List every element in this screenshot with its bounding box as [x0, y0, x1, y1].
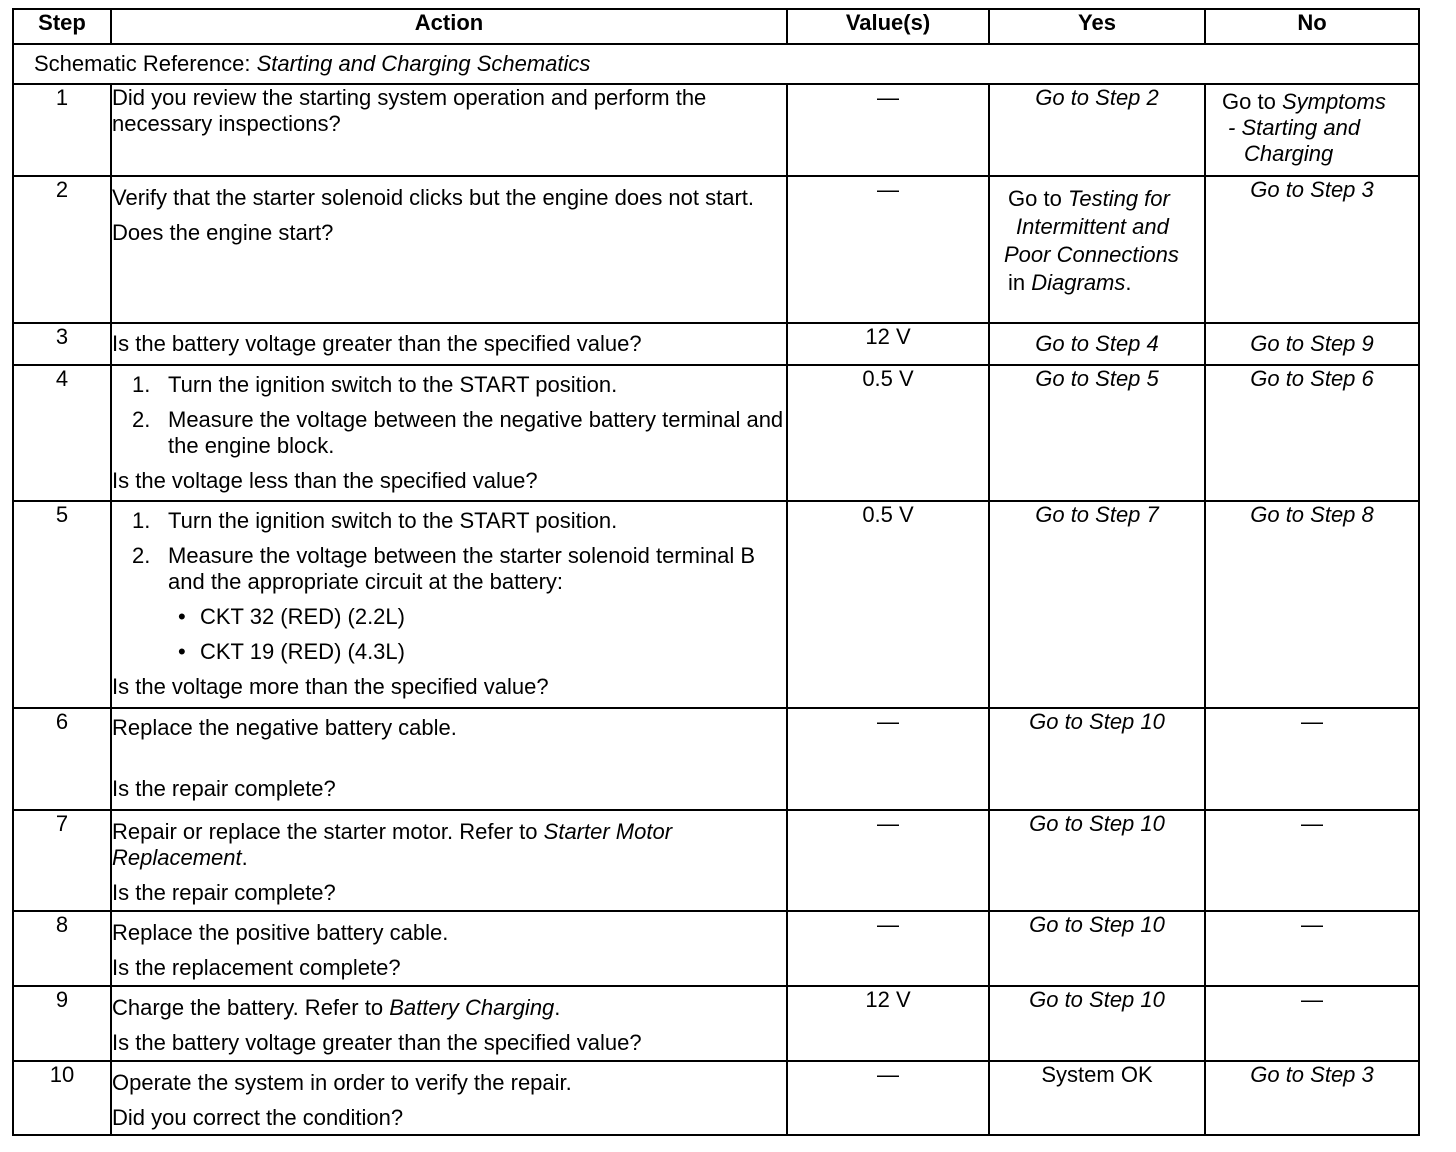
no-cell: —	[1205, 986, 1419, 1061]
action-cell	[111, 1061, 787, 1135]
yes-cell	[989, 323, 1205, 365]
table-row	[13, 986, 1419, 1061]
yes-cell	[989, 911, 1205, 986]
action-cell	[111, 365, 787, 501]
yes-text: Go to Step 10	[1029, 709, 1165, 734]
value-cell: —	[787, 708, 989, 810]
no-text: Go to Step 3	[1250, 1062, 1374, 1087]
table-row	[13, 1061, 1419, 1135]
value-cell: —	[787, 911, 989, 986]
no-text: Go to Step 3	[1250, 177, 1374, 202]
yes-text: Go to Step 7	[1035, 502, 1159, 527]
yes-cell	[989, 810, 1205, 911]
value-cell: 0.5 V	[787, 365, 989, 501]
table-row	[13, 84, 1419, 176]
action-text: Repair or replace the starter motor. Refer to Starter Motor Replacement.	[112, 819, 673, 870]
schematic-label: Schematic Reference:	[34, 51, 251, 76]
step-number: 7	[13, 810, 111, 911]
no-cell	[1205, 323, 1419, 365]
step-number: 5	[13, 501, 111, 708]
yes-text: Go to Step 5	[1035, 366, 1159, 391]
battery-charging-link: Battery Charging	[389, 995, 555, 1020]
diagnostic-table	[12, 8, 1420, 1136]
schematic-reference	[13, 44, 1419, 84]
list-item: 1. Turn the ignition switch to the START position.	[132, 508, 618, 533]
yes-cell	[989, 84, 1205, 176]
no-cell	[1205, 1061, 1419, 1135]
action-cell	[111, 84, 787, 176]
action-cell	[111, 176, 787, 323]
no-cell	[1205, 501, 1419, 708]
no-cell: —	[1205, 708, 1419, 810]
action-text: Charge the battery. Refer to Battery Charging.	[112, 995, 561, 1020]
instruction-list	[112, 372, 786, 459]
action-text: Verify that the starter solenoid clicks but the engine does not start.	[112, 185, 755, 210]
no-prefix: Go to	[1222, 89, 1276, 114]
value-cell: 0.5 V	[787, 501, 989, 708]
yes-period: .	[1125, 270, 1132, 295]
yes-link-3: Poor Connections	[1004, 242, 1179, 267]
no-text: Go to Step 9	[1250, 331, 1374, 356]
yes-cell	[989, 176, 1205, 323]
header-step: Step	[13, 9, 111, 44]
value-cell: —	[787, 84, 989, 176]
action-cell	[111, 911, 787, 986]
header-yes: Yes	[989, 9, 1205, 44]
value-cell: —	[787, 810, 989, 911]
list-item: 1. Turn the ignition switch to the START position.	[132, 372, 618, 397]
action-cell	[111, 708, 787, 810]
table-row	[13, 365, 1419, 501]
action-question: Is the voltage less than the specified value?	[112, 468, 538, 493]
action-text: Did you review the starting system operation and perform the necessary inspections?	[112, 85, 707, 136]
yes-link-4: Diagrams	[1031, 270, 1126, 295]
value-cell: —	[787, 1061, 989, 1135]
yes-text: Go to Step 10	[1029, 987, 1165, 1012]
action-text: Replace the positive battery cable.	[112, 920, 449, 945]
yes-cell	[989, 986, 1205, 1061]
schematic-link: Starting and Charging Schematics	[256, 51, 591, 76]
no-text: Go to Step 6	[1250, 366, 1374, 391]
table-row	[13, 810, 1419, 911]
list-item: 2. Measure the voltage between the negative battery terminal and the engine block.	[132, 407, 784, 458]
value-cell: 12 V	[787, 323, 989, 365]
schematic-reference-row	[13, 44, 1419, 84]
step-number: 1	[13, 84, 111, 176]
step-number: 2	[13, 176, 111, 323]
list-item: 2. Measure the voltage between the starter solenoid terminal B and the appropriate circuit at the battery:	[132, 543, 755, 594]
table-row	[13, 708, 1419, 810]
action-question: Did you correct the condition?	[112, 1105, 404, 1130]
yes-prefix: Go to	[1008, 186, 1062, 211]
action-question: Is the repair complete?	[112, 776, 336, 801]
no-cell: —	[1205, 911, 1419, 986]
step-number: 3	[13, 323, 111, 365]
header-no: No	[1205, 9, 1419, 44]
instruction-list	[112, 508, 786, 595]
yes-link-2: Intermittent and	[1016, 214, 1169, 239]
value-cell: 12 V	[787, 986, 989, 1061]
header-action: Action	[111, 9, 787, 44]
step-number: 4	[13, 365, 111, 501]
yes-text: Go to Step 10	[1029, 912, 1165, 937]
action-cell	[111, 810, 787, 911]
no-cell: —	[1205, 810, 1419, 911]
yes-cell	[989, 501, 1205, 708]
action-question: Is the voltage more than the specified value?	[112, 674, 549, 699]
circuit-list	[112, 604, 786, 665]
action-cell	[111, 323, 787, 365]
action-question: Is the repair complete?	[112, 880, 336, 905]
action-question: Is the battery voltage greater than the specified value?	[112, 1030, 642, 1055]
step-number: 8	[13, 911, 111, 986]
table-row	[13, 911, 1419, 986]
header-values: Value(s)	[787, 9, 989, 44]
no-cell	[1205, 176, 1419, 323]
yes-cell	[989, 708, 1205, 810]
table-row	[13, 176, 1419, 323]
yes-text: Go to Step 2	[1035, 85, 1159, 110]
list-item: • CKT 19 (RED) (4.3L)	[112, 639, 786, 665]
no-line3: Charging	[1244, 141, 1334, 166]
no-text: Go to Step 8	[1250, 502, 1374, 527]
no-cell	[1205, 84, 1419, 176]
action-text: Operate the system in order to verify the repair.	[112, 1070, 572, 1095]
yes-cell: System OK	[989, 1061, 1205, 1135]
yes-link-1: Testing for	[1067, 186, 1170, 211]
action-question: Is the replacement complete?	[112, 955, 401, 980]
list-item: • CKT 32 (RED) (2.2L)	[112, 604, 786, 630]
table-row	[13, 501, 1419, 708]
header-row	[13, 9, 1419, 44]
no-cell	[1205, 365, 1419, 501]
action-text: Replace the negative battery cable.	[112, 715, 457, 740]
action-question: Does the engine start?	[112, 220, 334, 245]
action-cell	[111, 501, 787, 708]
action-cell	[111, 986, 787, 1061]
step-number: 10	[13, 1061, 111, 1135]
table-row	[13, 323, 1419, 365]
action-text: Is the battery voltage greater than the specified value?	[112, 331, 642, 356]
step-number: 9	[13, 986, 111, 1061]
value-cell: —	[787, 176, 989, 323]
yes-cell	[989, 365, 1205, 501]
yes-in: in	[1008, 270, 1026, 295]
yes-text: Go to Step 10	[1029, 811, 1165, 836]
no-link: Symptoms	[1281, 89, 1386, 114]
yes-text: Go to Step 4	[1035, 331, 1159, 356]
no-line2: - Starting and	[1228, 115, 1361, 140]
step-number: 6	[13, 708, 111, 810]
starter-motor-link: Starter Motor Replacement	[112, 819, 673, 870]
